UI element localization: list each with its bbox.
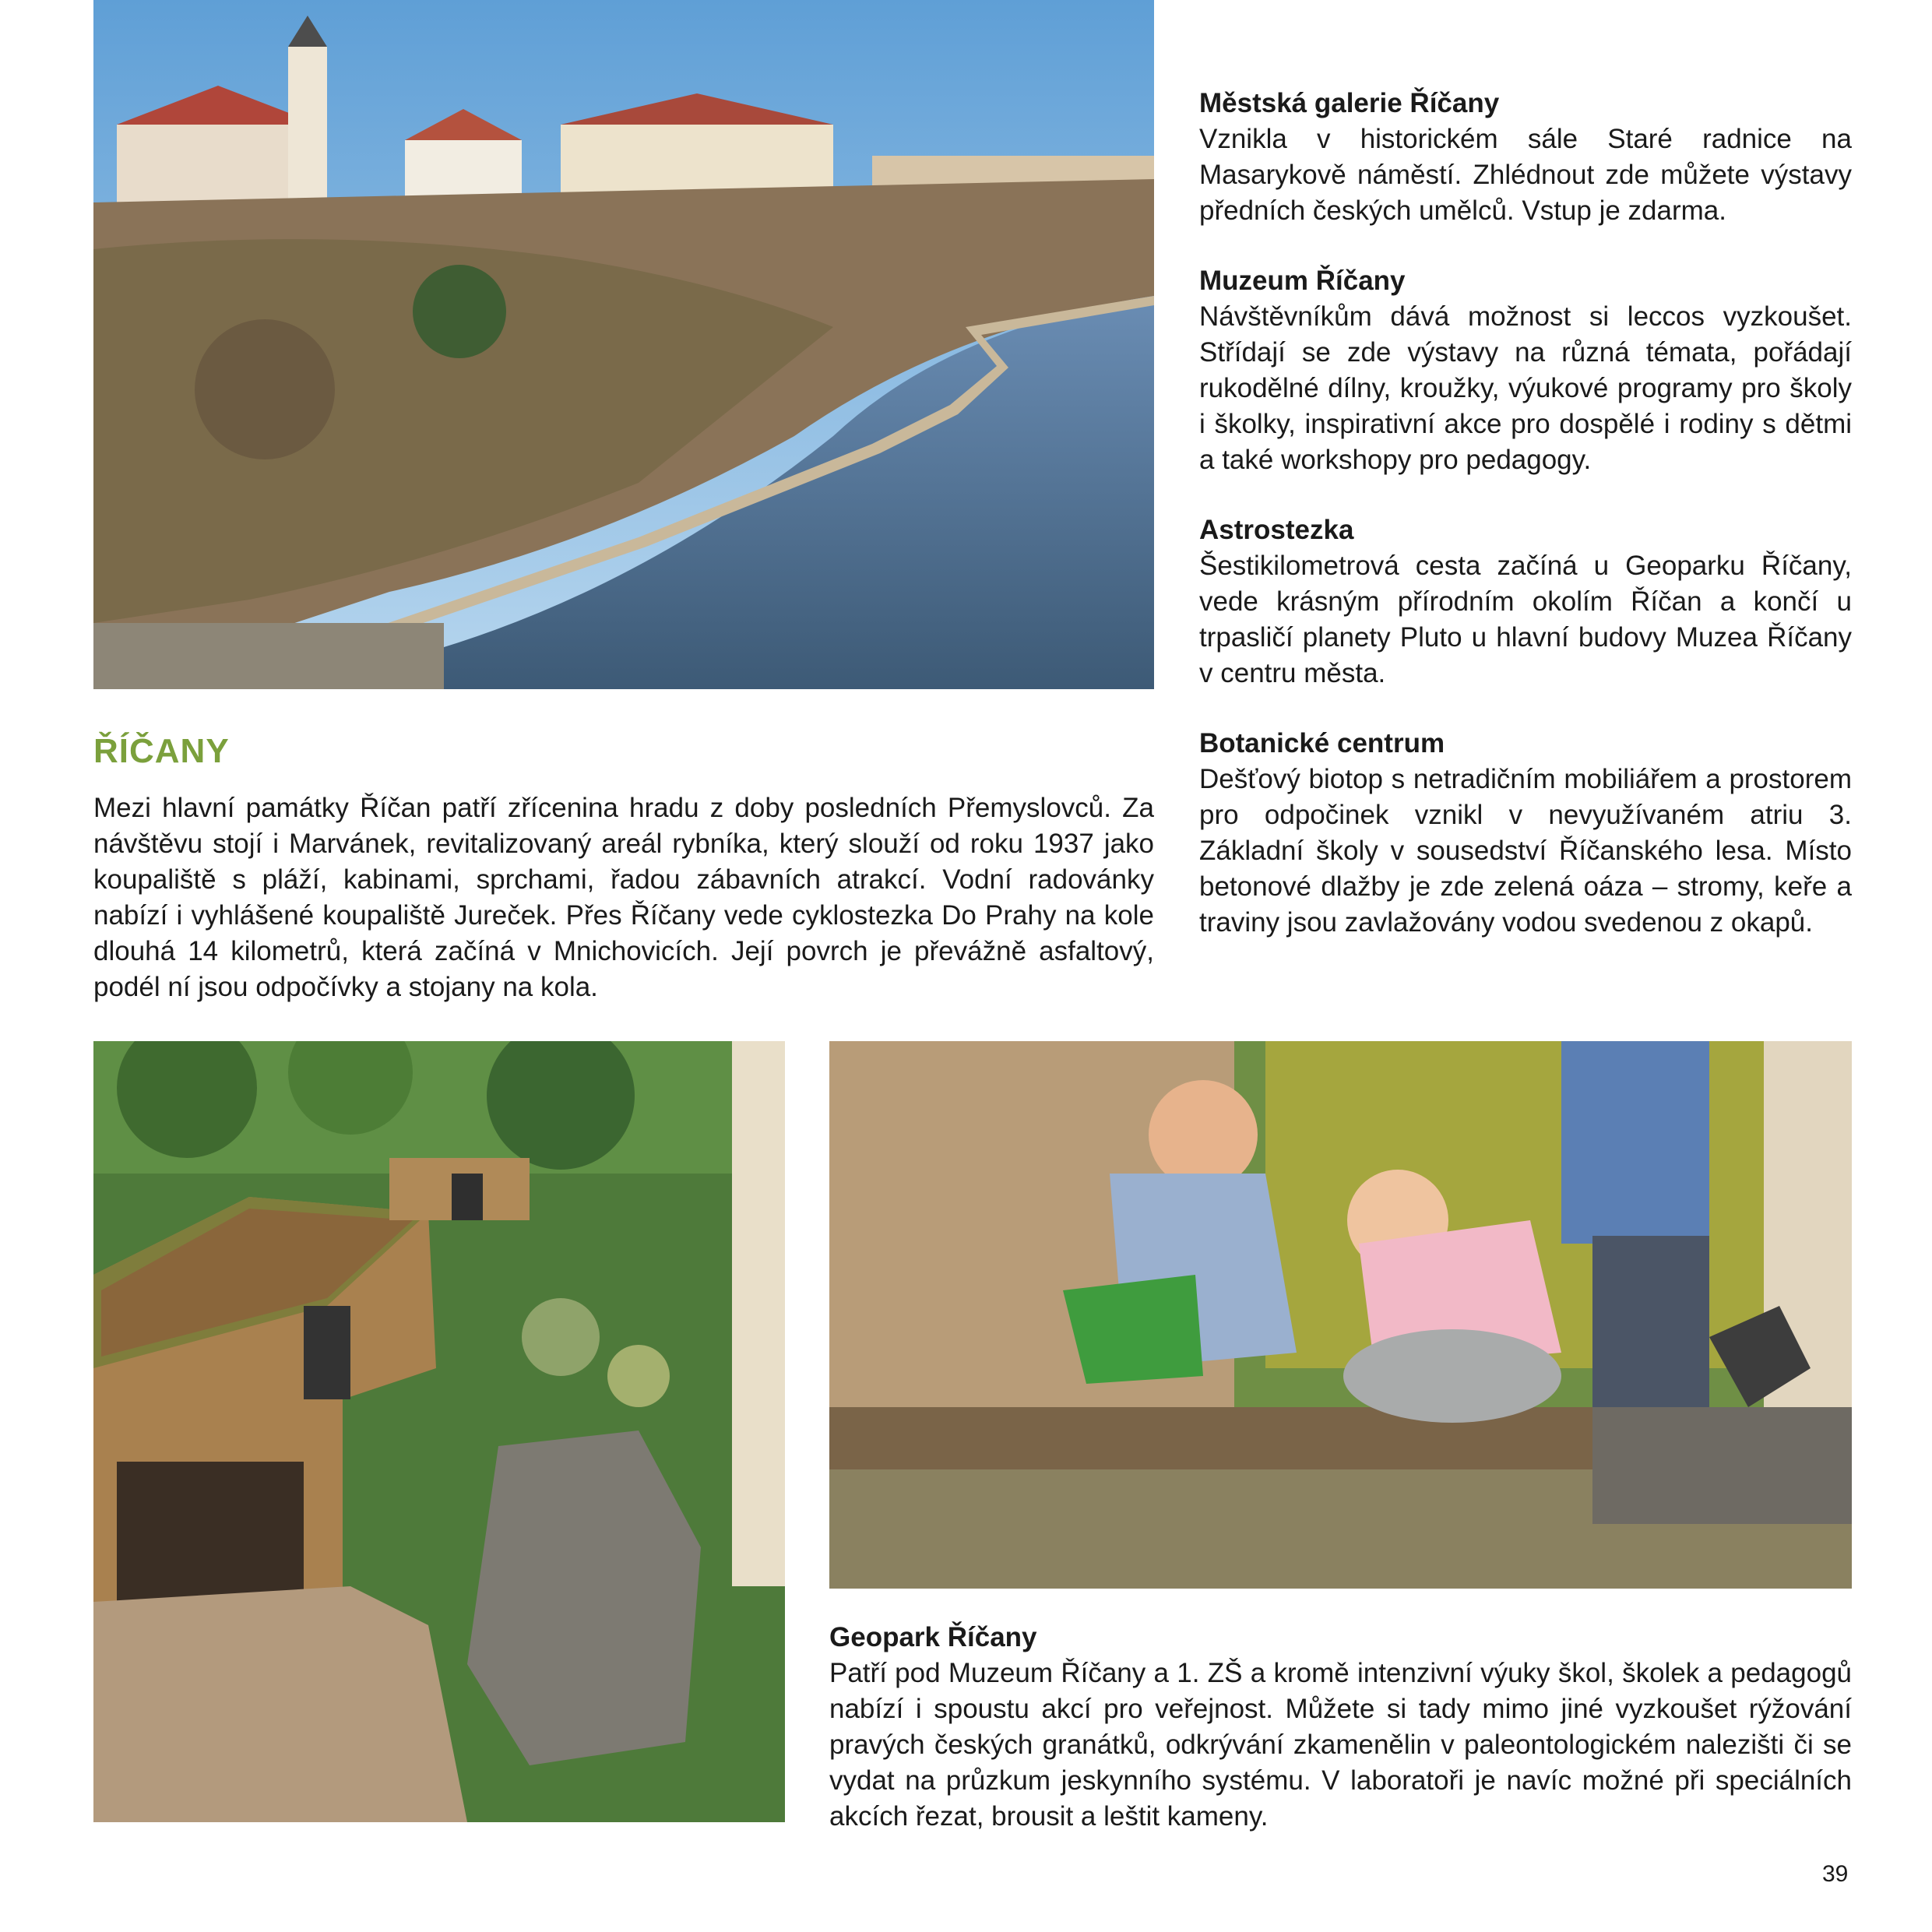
section-botanicke-centrum [1199,726,1852,941]
section-heading: Botanické centrum [1199,728,1445,758]
page-title: ŘÍČANY [93,732,230,770]
section-text: Dešťový biotop s netradičním mobiliářem a prostorem pro odpočinek vznikl v nevyužívaném atriu 3. Základní školy v sousedství Říčanského lesa. Místo betonové dlažby je zde zelená oáza – stromy, keře a traviny jsou zavlažovány vodou svedenou z okapů. [1199,764,1852,938]
section-astrostezka [1199,512,1852,692]
photo-geopark-building [93,1041,785,1822]
geopark-section [829,1620,1852,1835]
attractions-column [1199,86,1852,975]
section-heading: Astrostezka [1199,515,1354,545]
section-text: Vznikla v historickém sále Staré radnice na Masarykově náměstí. Zhlédnout zde můžete výstavy předních českých umělců. Vstup je zdarma. [1199,124,1852,226]
photo-town-pond [93,0,1154,689]
photo-children-panning [829,1041,1852,1589]
section-mestska-galerie [1199,86,1852,229]
section-muzeum [1199,263,1852,478]
section-heading: Muzeum Říčany [1199,266,1406,296]
intro-paragraph: Mezi hlavní památky Říčan patří zřícenina hradu z doby posledních Přemyslovců. Za návštěvu stojí i Marvánek, revitalizovaný areál rybníka, který slouží od roku 1937 jako koupaliště s pláží, kabinami, sprchami, řadou zábavních atrakcí. Vodní radovánky nabízí i vyhlášené koupaliště Jureček. Přes Říčany vede cyklostezka Do Prahy na kole dlouhá 14 kilometrů, která začíná v Mnichovicích. Její povrch je převážně asfaltový, podél ní jsou odpočívky a stojany na kola. [93,793,1154,1002]
intro-text [93,790,1154,1005]
section-text: Návštěvníkům dává možnost si leccos vyzkoušet. Střídají se zde výstavy na různá témata, pořádají rukodělné dílny, kroužky, výukové programy pro školy i školky, inspirativní akce pro dospělé i rodiny s dětmi a také workshopy pro pedagogy. [1199,301,1852,475]
section-heading: Městská galerie Říčany [1199,88,1500,118]
geopark-heading: Geopark Říčany [829,1622,1037,1652]
page-number: 39 [1822,1861,1849,1887]
section-text: Šestikilometrová cesta začíná u Geoparku Říčany, vede krásným přírodním okolím Říčan a končí u trpasličí planety Pluto u hlavní budovy Muzea Říčany v centru města. [1199,551,1852,688]
geopark-text: Patří pod Muzeum Říčany a 1. ZŠ a kromě intenzivní výuky škol, školek a pedagogů nabízí i spoustu akcí pro veřejnost. Můžete si tady mimo jiné vyzkoušet rýžování pravých českých granátků, odkrývání zkamenělin v paleontologickém nalezišti či se vydat na průzkum jeskynního systému. V laboratoři je navíc možné při speciálních akcích řezat, brousit a leštit kameny. [829,1658,1852,1832]
